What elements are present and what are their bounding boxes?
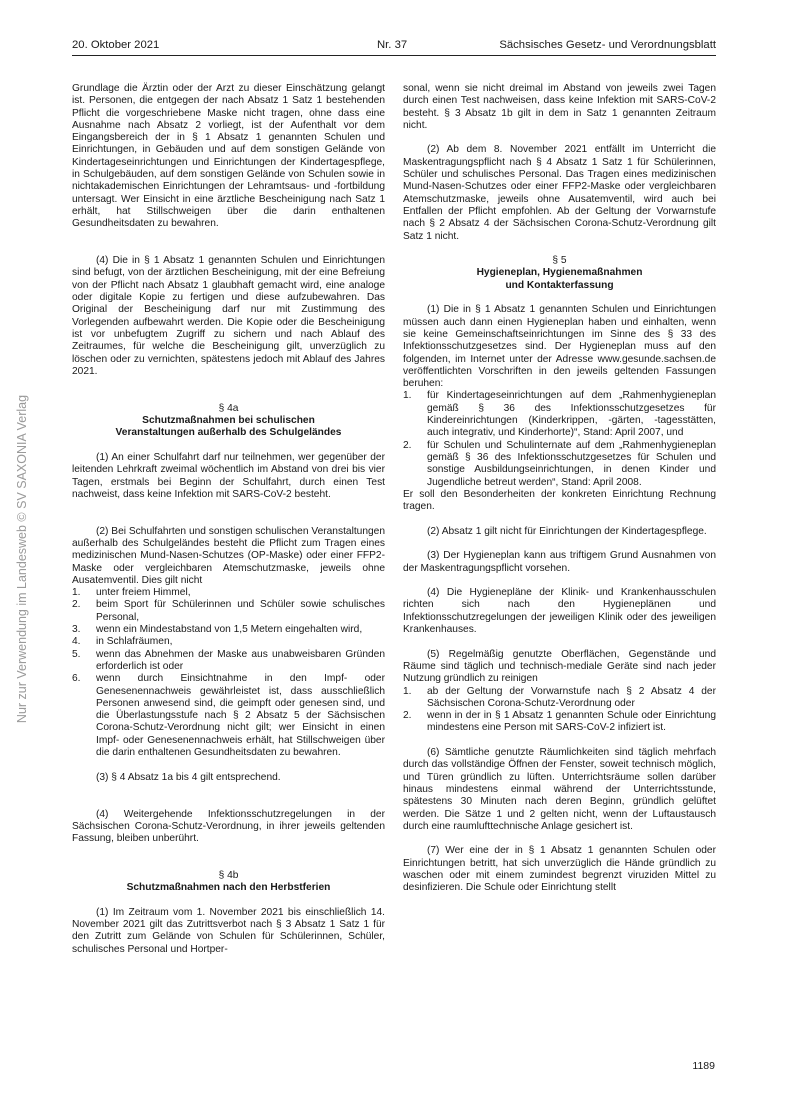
list-item (403, 686, 716, 711)
header-issue-number: Nr. 37 (377, 39, 408, 51)
list-item (72, 624, 385, 636)
list-item-text: wenn das Abnehmen der Maske aus unabweisbaren Gründen erforderlich ist oder (96, 648, 385, 672)
numbered-list (72, 587, 385, 759)
list-item-number: 1. (403, 390, 412, 402)
left-column (72, 83, 385, 956)
paragraph: (2) Ab dem 8. November 2021 entfällt im Unterricht die Maskentragungspflicht nach § 4 Absatz 1 Satz 1 für Schülerinnen, Schüler und schulisches Personal. Das Tragen eines medizinischen Mund-Nasen-Schutzes oder einer FFP2-Maske oder vergleichbaren Atemschutzmaske, jeweils ohne Ausatemventil, wird auch bei Entfallen der Pflicht empfohlen. Ab der Geltung der Vorwarnstufe nach § 2 Absatz 4 der Sächsischen Corona-Schutz-Verordnung gilt Satz 1 nicht. (403, 144, 716, 242)
header-divider (72, 55, 716, 56)
paragraph: sonal, wenn sie nicht dreimal im Abstand von jeweils zwei Tagen durch einen Test nachweisen, dass keine Infektion mit SARS-CoV-2 besteht. § 3 Absatz 1b gilt in dem in Satz 1 genannten Zeitraum nicht. (403, 83, 716, 131)
section-number: § 5 (552, 255, 567, 267)
paragraph: Er soll den Besonderheiten der konkreten Einrichtung Rechnung tragen. (403, 488, 716, 513)
paragraph: Grundlage die Ärztin oder der Arzt zu dieser Einschätzung gelangt ist. Personen, die entgegen der nach Absatz 1 Satz 1 bestehenden Pflicht die vorgeschriebene Maske nicht tragen, ohne dass eine Ausnahme nach Absatz 2 vorliegt, ist der Aufenthalt vor dem Eingangsbereich der in § 1 Absatz 1 genannten Schulen und Einrichtungen, in Gebäuden und auf dem sonstigen Gelände von Kindertageseinrichtungen und Einrichtungen der Kindertagespflege, in Schulgebäuden, auf dem sonstigen Gelände von Schulen sowie in nichtakademischen Einrichtungen der Lehramtsaus- und -fortbildung untersagt. Wer Einsicht in eine ärztliche Bescheinigung nach Satz 1 erhält, hat Stillschweigen über die darin enthaltenen Gesundheitsdaten zu bewahren. (72, 83, 385, 230)
sidebar-watermark-text: Nur zur Verwendung im Landesweb © SV SAXONIA Verlag (15, 394, 29, 724)
list-item-text: in Schlafräumen, (96, 636, 173, 648)
list-item (72, 587, 385, 599)
paragraph: (1) Die in § 1 Absatz 1 genannten Schulen und Einrichtungen müssen auch dann einen Hygieneplan haben und einhalten, wenn sie keine Gemeinschaftseinrichtungen im Sinne des § 33 des Infektionsschutzgesetzes sind. Der Hygieneplan muss auf den folgenden, im Internet unter der Adresse www.gesunde.sachsen.de veröffentlichten Vorschriften in den jeweils geltenden Fassungen beruhen: (403, 304, 716, 390)
list-item-number: 1. (403, 685, 412, 697)
paragraph: (7) Wer eine der in § 1 Absatz 1 genannten Schulen oder Einrichtungen betritt, hat sich unverzüglich die Hände gründlich zu waschen oder mit einem zumindest begrenzt viruziden Mittel zu desinfizieren. Die Schule oder Einrichtung stellt (403, 845, 716, 894)
list-item-text: wenn durch Einsichtnahme in den Impf- oder Genesenennachweis gewährleistet ist, dass ausschließlich Personen anwesend sind, die geimpft oder genesen sind, und die Überlastungsstufe nach § 2 Absatz 5 der Sächsischen Corona-Schutz-Verordnung nicht gilt; wer Einsicht in einen Impf- oder Genesenennachweis erhält, hat Stillschweigen über die darin enthaltenen Gesundheitsdaten zu bewahren. (96, 673, 385, 759)
header-date: 20. Oktober 2021 (72, 39, 160, 51)
paragraph: (6) Sämtliche genutzte Räumlichkeiten sind täglich mehrfach durch das vollständige Öffnen der Fenster, soweit technisch möglich, und Türen gründlich zu lüften. Unterrichtsräume sollen darüber hinaus mindestens einmal während der Unterrichtsstunde, spätestens 30 Minuten nach deren Beginn, gründlich gelüftet werden. Die Sätze 1 und 2 gelten nicht, wenn der Luftaustausch durch eine raumlufttechnische Anlage gesichert ist. (403, 747, 716, 832)
list-item-text: ab der Geltung der Vorwarnstufe nach § 2 Absatz 4 der Sächsischen Corona-Schutz-Verordnung oder (427, 685, 716, 709)
section-title-line: Veranstaltungen außerhalb des Schulgeländes (115, 427, 342, 439)
list-item-text: wenn in der in § 1 Absatz 1 genannten Schule oder Einrichtung mindestens eine Person mit SARS-CoV-2 infiziert ist. (427, 710, 716, 734)
list-item-number: 1. (72, 587, 81, 599)
section-title-line: Hygieneplan, Hygienemaßnahmen (476, 267, 643, 279)
page-header (72, 38, 716, 54)
list-item-number: 2. (403, 710, 412, 722)
numbered-list (403, 390, 716, 488)
list-item-number: 6. (72, 673, 81, 685)
numbered-list (403, 686, 716, 735)
sidebar-watermark (12, 384, 32, 734)
list-item-number: 2. (72, 599, 81, 611)
list-item-text: wenn ein Mindestabstand von 1,5 Metern eingehalten wird, (96, 624, 363, 636)
paragraph: (5) Regelmäßig genutzte Oberflächen, Gegenstände und Räume sind täglich und technisch-mediale Geräte sind nach jeder Nutzung gründlich zu reinigen (403, 648, 716, 685)
paragraph: (2) Bei Schulfahrten und sonstigen schulischen Veranstaltungen außerhalb des Schulgeländes besteht die Pflicht zum Tragen eines medizinischen Mund-Nasen-Schutzes (OP-Maske) oder einer FFP2-Maske oder vergleichbaren Atemschutzmaske, jeweils ohne Ausatemventil. Dies gilt nicht (72, 525, 385, 586)
right-column (403, 83, 716, 895)
list-item-text: für Schulen und Schulinternate auf dem „Rahmenhygieneplan gemäß § 36 des Infektionsschutzgesetzes für Schulen und sonstige Ausbildungseinrichtungen, in denen Kinder und Jugendliche betreut werden“, Stand: April 2008. (427, 439, 716, 488)
paragraph: (3) § 4 Absatz 1a bis 4 gilt entsprechend. (96, 771, 281, 783)
paragraph: (4) Weitergehende Infektionsschutzregelungen in der Sächsischen Corona-Schutz-Verordnung, in ihrer jeweils geltenden Fassung, bleiben unberührt. (72, 808, 385, 845)
list-item-number: 3. (72, 624, 81, 636)
section-title-line: und Kontakterfassung (505, 279, 614, 291)
list-item (403, 390, 716, 439)
list-item (403, 710, 716, 735)
list-item (72, 599, 385, 624)
list-item (72, 649, 385, 674)
list-item-text: unter freiem Himmel, (96, 587, 191, 599)
page-number: 1189 (692, 1060, 715, 1072)
section-title-line: Schutzmaßnahmen nach den Herbstferien (126, 882, 331, 894)
paragraph: (1) An einer Schulfahrt darf nur teilnehmen, wer gegenüber der leitenden Lehrkraft zweimal wöchentlich im Abstand von drei bis vier Tagen, erstmals bei Beginn der Schulfahrt, durch einen Test nachweist, dass keine Infektion mit SARS-CoV-2 besteht. (72, 451, 385, 500)
header-publication-title: Sächsisches Gesetz- und Verordnungsblatt (499, 39, 716, 51)
list-item (72, 636, 385, 648)
list-item-number: 4. (72, 636, 81, 648)
section-title-line: Schutzmaßnahmen bei schulischen (142, 415, 315, 427)
paragraph: (2) Absatz 1 gilt nicht für Einrichtungen der Kindertagespflege. (427, 525, 707, 537)
list-item (403, 440, 716, 489)
list-item-text: für Kindertageseinrichtungen auf dem „Rahmenhygieneplan gemäß § 36 des Infektionsschutzgesetzes für Kindereinrichtungen (Kinderkrippen, -gärten, -tagesstätten, auch integrativ, und Kinderhorte)“, Stand: April 2007, und (427, 390, 716, 439)
list-item-text: beim Sport für Schülerinnen und Schüler sowie schulisches Personal, (96, 599, 385, 623)
list-item-number: 5. (72, 648, 81, 660)
section-number: § 4b (218, 870, 239, 881)
list-item-number: 2. (403, 439, 412, 451)
section-number: § 4a (218, 402, 239, 414)
paragraph: (3) Der Hygieneplan kann aus triftigem Grund Ausnahmen von der Maskentragungspflicht vorsehen. (403, 550, 716, 574)
section-heading-5 (403, 255, 716, 292)
paragraph: (1) Im Zeitraum vom 1. November 2021 bis einschließlich 14. November 2021 gilt das Zutrittsverbot nach § 3 Absatz 1 Satz 1 für den Zutritt zum Gelände von Schulen für Schülerinnen, Schüler, schulisches Personal und Hortper- (72, 906, 385, 955)
section-heading-4a (72, 403, 385, 440)
paragraph: (4) Die Hygienepläne der Klinik- und Krankenhausschulen richten sich nach den Hygieneplänen und Infektionsschutzregelungen der jeweiligen Klinik oder des jeweiligen Krankenhauses. (403, 587, 716, 636)
list-item (72, 673, 385, 759)
section-heading-4b (72, 870, 385, 895)
paragraph: (4) Die in § 1 Absatz 1 genannten Schulen und Einrichtungen sind befugt, von der ärztlichen Bescheinigung, mit der eine Befreiung von der Pflicht nach Absatz 1 glaubhaft gemacht wird, eine analoge oder digitale Kopie zu fertigen und diese aufzubewahren. Das Original der Bescheinigung darf nur mit Zustimmung des Vorlegenden aufbewahrt werden. Die Kopie oder die Bescheinigung ist vor unbefugtem Zugriff zu sichern und nach Ablauf des Zeitraumes, für welche die Bescheinigung gilt, unverzüglich zu löschen oder zu vernichten, spätestens jedoch mit Ablauf des Jahres 2021. (72, 255, 385, 377)
